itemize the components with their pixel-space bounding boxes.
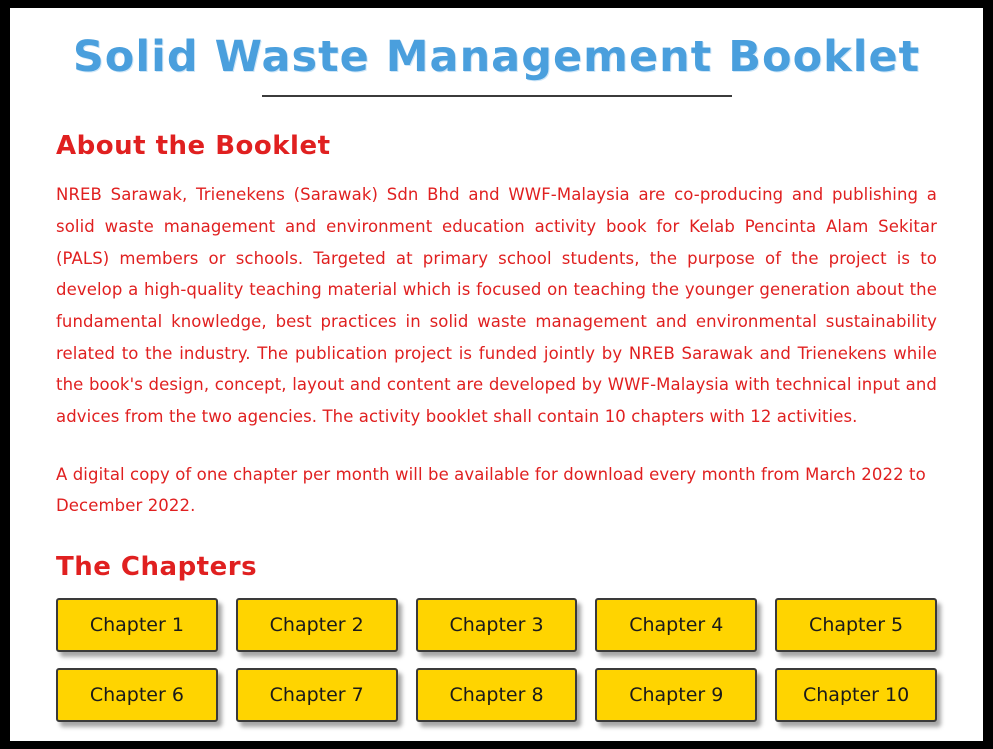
- chapter-button-6[interactable]: [56, 668, 218, 722]
- document-content: [10, 131, 983, 722]
- chapters-heading: The Chapters: [56, 552, 258, 583]
- chapter-button-3[interactable]: [416, 598, 578, 652]
- chapter-button-label: Chapter 2: [269, 614, 364, 637]
- chapter-button-label: Chapter 5: [809, 614, 904, 637]
- about-heading: About the Booklet: [56, 131, 331, 162]
- chapter-button-label: Chapter 1: [89, 614, 184, 637]
- document-page: [10, 8, 983, 741]
- chapter-button-2[interactable]: [236, 598, 398, 652]
- chapter-button-label: Chapter 3: [449, 614, 544, 637]
- chapter-button-10[interactable]: [775, 668, 937, 722]
- title-divider: [262, 95, 732, 97]
- chapter-button-grid: [56, 598, 937, 722]
- chapter-button-8[interactable]: [416, 668, 578, 722]
- chapter-button-5[interactable]: [775, 598, 937, 652]
- page-title: Solid Waste Management Booklet: [72, 32, 921, 82]
- chapter-button-label: Chapter 4: [629, 614, 724, 637]
- chapter-button-label: Chapter 9: [629, 684, 724, 707]
- chapter-button-label: Chapter 8: [449, 684, 544, 707]
- chapter-button-4[interactable]: [595, 598, 757, 652]
- chapter-button-9[interactable]: [595, 668, 757, 722]
- chapter-button-7[interactable]: [236, 668, 398, 722]
- chapter-button-label: Chapter 7: [269, 684, 364, 707]
- chapter-button-label: Chapter 10: [803, 684, 910, 707]
- about-paragraph-1: NREB Sarawak, Trienekens (Sarawak) Sdn Bhd and WWF-Malaysia are co-producing and publishing a solid waste management and environment education activity book for Kelab Pencinta Alam Sekitar (PALS) members or schools. Targeted at primary school students, the purpose of the project is to develop a high-quality teaching material which is focused on teaching the younger generation about the fundamental knowledge, best practices in solid waste management and environmental sustainability related to the industry. The publication project is funded jointly by NREB Sarawak and Trienekens while the book's design, concept, layout and content are developed by WWF-Malaysia with technical input and advices from the two agencies. The activity booklet shall contain 10 chapters with 12 activities.: [56, 185, 937, 426]
- chapter-button-1[interactable]: [56, 598, 218, 652]
- about-paragraph-2: A digital copy of one chapter per month will be available for download every month from March 2022 to December 2022.: [56, 464, 926, 516]
- chapter-button-label: Chapter 6: [89, 684, 184, 707]
